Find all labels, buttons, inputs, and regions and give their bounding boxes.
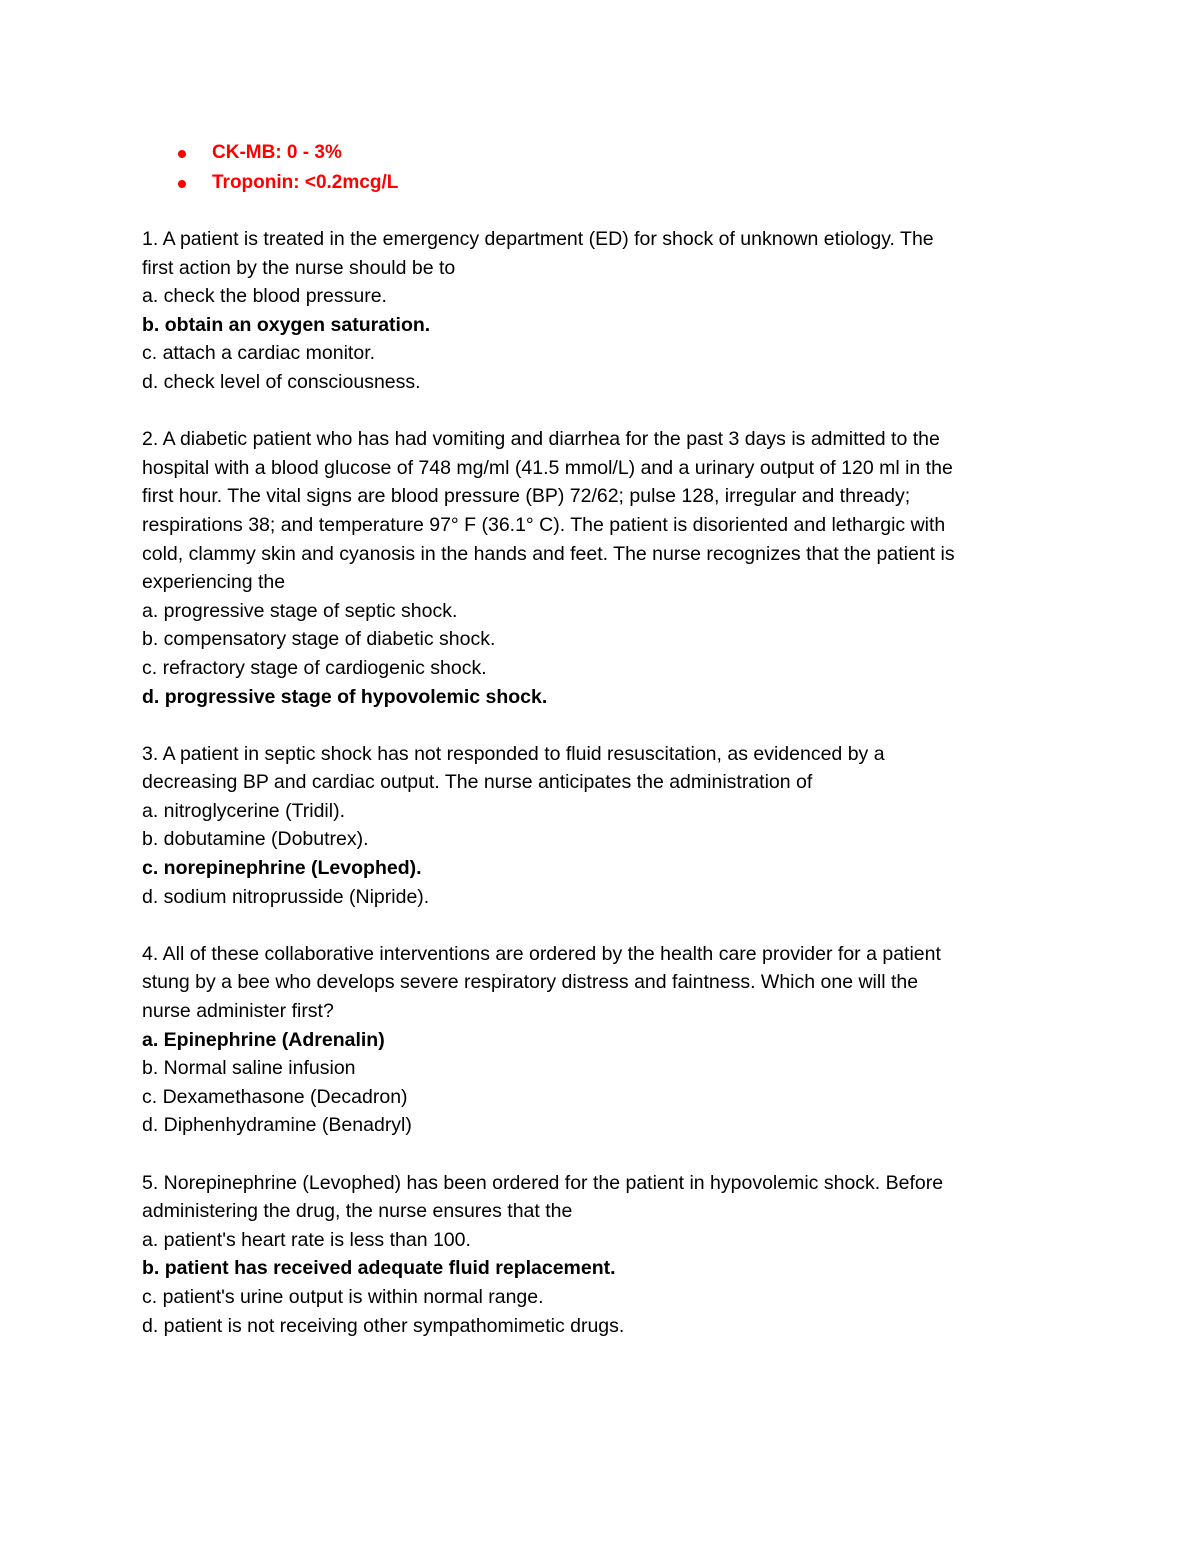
question-text-line: administering the drug, the nurse ensures that the bbox=[142, 1200, 573, 1223]
answer-option: d. patient is not receiving other sympathomimetic drugs. bbox=[142, 1314, 625, 1337]
question-text-line: experiencing the bbox=[142, 571, 286, 594]
bullet-item-troponin bbox=[0, 168, 1200, 198]
question-3 bbox=[142, 740, 1072, 912]
question-text-line: first hour. The vital signs are blood pressure (BP) 72/62; pulse 128, irregular and thready; bbox=[142, 485, 911, 508]
answer-option-correct: b. patient has received adequate fluid replacement. bbox=[142, 1257, 616, 1280]
bullet-item-ck-mb bbox=[0, 138, 1200, 168]
answer-option: d. sodium nitroprusside (Nipride). bbox=[142, 885, 430, 908]
answer-option-correct: a. Epinephrine (Adrenalin) bbox=[142, 1028, 385, 1051]
answer-option: a. patient's heart rate is less than 100. bbox=[142, 1228, 471, 1251]
question-text-line: 2. A diabetic patient who has had vomiting and diarrhea for the past 3 days is admitted to the bbox=[142, 428, 940, 451]
question-text-line: 1. A patient is treated in the emergency department (ED) for shock of unknown etiology. The bbox=[142, 228, 934, 250]
question-1 bbox=[142, 225, 1072, 397]
answer-option: b. Normal saline infusion bbox=[142, 1057, 356, 1080]
answer-option-correct: b. obtain an oxygen saturation. bbox=[142, 313, 431, 336]
question-2 bbox=[142, 425, 1072, 711]
reference-values-list bbox=[0, 138, 1200, 198]
answer-option: c. patient's urine output is within normal range. bbox=[142, 1285, 544, 1308]
question-text-line: stung by a bee who develops severe respiratory distress and faintness. Which one will the bbox=[142, 971, 919, 994]
answer-option-correct: c. norepinephrine (Levophed). bbox=[142, 857, 422, 880]
bullet-dot-icon bbox=[178, 180, 186, 188]
answer-option: c. refractory stage of cardiogenic shock. bbox=[142, 656, 487, 679]
question-text-line: 3. A patient in septic shock has not responded to fluid resuscitation, as evidenced by a bbox=[142, 742, 885, 765]
answer-option: d. check level of consciousness. bbox=[142, 370, 421, 393]
question-4 bbox=[142, 940, 1072, 1140]
answer-option: a. progressive stage of septic shock. bbox=[142, 599, 458, 622]
question-text-line: first action by the nurse should be to bbox=[142, 256, 456, 279]
question-text-line: 4. All of these collaborative interventions are ordered by the health care provider for a patient bbox=[142, 942, 941, 965]
answer-option: b. compensatory stage of diabetic shock. bbox=[142, 628, 496, 651]
answer-option: c. Dexamethasone (Decadron) bbox=[142, 1085, 408, 1108]
answer-option: c. attach a cardiac monitor. bbox=[142, 342, 376, 365]
answer-option: b. dobutamine (Dobutrex). bbox=[142, 828, 369, 851]
question-5 bbox=[142, 1169, 1072, 1341]
answer-option: a. check the blood pressure. bbox=[142, 285, 387, 308]
bullet-text: CK-MB: 0 - 3% bbox=[212, 142, 342, 163]
question-text-line: decreasing BP and cardiac output. The nurse anticipates the administration of bbox=[142, 771, 813, 794]
bullet-dot-icon bbox=[178, 150, 186, 158]
bullet-text: Troponin: <0.2mcg/L bbox=[212, 172, 399, 193]
answer-option: d. Diphenhydramine (Benadryl) bbox=[142, 1114, 412, 1137]
question-text-line: nurse administer first? bbox=[142, 1000, 334, 1023]
answer-option-correct: d. progressive stage of hypovolemic shock. bbox=[142, 685, 548, 708]
question-text-line: cold, clammy skin and cyanosis in the hands and feet. The nurse recognizes that the patient is bbox=[142, 542, 955, 565]
question-text-line: 5. Norepinephrine (Levophed) has been ordered for the patient in hypovolemic shock. Before bbox=[142, 1171, 944, 1194]
answer-option: a. nitroglycerine (Tridil). bbox=[142, 799, 345, 822]
questions-container bbox=[142, 225, 1072, 1369]
question-text-line: hospital with a blood glucose of 748 mg/ml (41.5 mmol/L) and a urinary output of 120 ml in the bbox=[142, 456, 953, 479]
question-text-line: respirations 38; and temperature 97° F (36.1° C). The patient is disoriented and lethargic with bbox=[142, 513, 946, 536]
